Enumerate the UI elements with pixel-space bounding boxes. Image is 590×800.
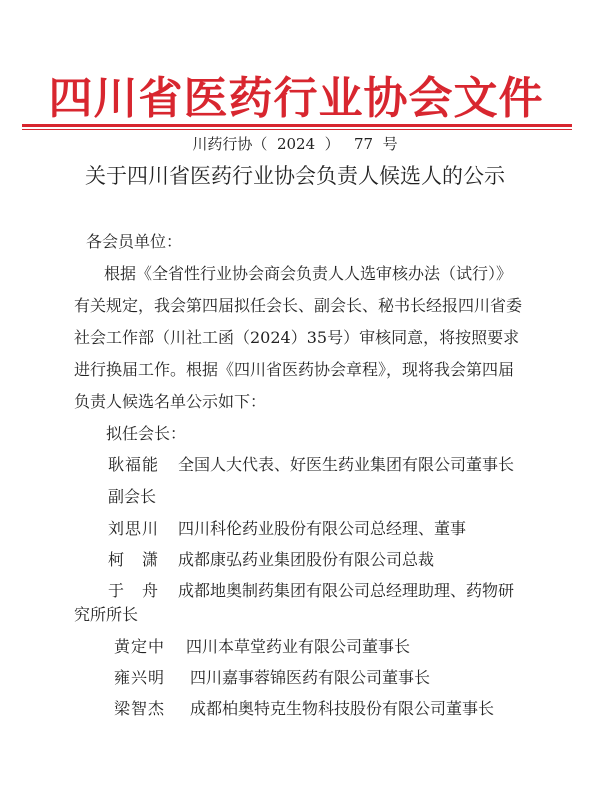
document-title: 关于四川省医药行业协会负责人候选人的公示: [85, 164, 505, 188]
document-number: 川药行协（ 2024 ） 77 号: [192, 135, 398, 153]
body-line: 负责人候选名单公示如下：: [74, 392, 267, 411]
vice-president-name: 梁智杰: [114, 699, 166, 718]
vice-president-heading: 副会长: [108, 487, 157, 506]
header-rule-thick: [22, 124, 572, 127]
president-role: 全国人大代表、好医生药业集团有限公司董事长: [178, 455, 515, 474]
vice-president-name: 刘思川: [108, 519, 160, 538]
vice-president-role-continuation: 究所所长: [74, 605, 139, 624]
body-line: 根据《全省性行业协会商会负责人人选审核办法（试行）》: [104, 264, 513, 283]
header-rule-thin: [22, 129, 572, 130]
vice-president-name: 柯 潇: [108, 550, 160, 569]
vice-president-name: 雍兴明: [114, 668, 166, 687]
body-line: 进行换届工作。根据《四川省医药协会章程》，现将我会第四届: [74, 360, 515, 379]
vice-president-role: 成都地奥制药集团有限公司总经理助理、药物研: [178, 581, 515, 600]
vice-president-role: 四川科伦药业股份有限公司总经理、董事: [178, 519, 467, 538]
vice-president-role: 成都康弘药业集团股份有限公司总裁: [178, 550, 435, 569]
body-line: 社会工作部（川社工函（2024）35号）审核同意，将按照要求: [74, 328, 520, 347]
vice-president-role: 四川本草堂药业有限公司董事长: [186, 637, 411, 656]
vice-president-role: 成都柏奥特克生物科技股份有限公司董事长: [190, 699, 495, 718]
vice-president-role: 四川嘉事蓉锦医药有限公司董事长: [190, 668, 431, 687]
president-name: 耿福能: [108, 455, 160, 474]
body-line: 有关规定，我会第四届拟任会长、副会长、秘书长经报四川省委: [74, 296, 523, 315]
salutation: 各会员单位：: [86, 232, 183, 251]
vice-president-name: 于 舟: [108, 581, 160, 600]
document-header-title: 四川省医药行业协会文件: [48, 73, 544, 124]
president-heading: 拟任会长：: [106, 424, 187, 443]
vice-president-name: 黄定中: [114, 637, 166, 656]
